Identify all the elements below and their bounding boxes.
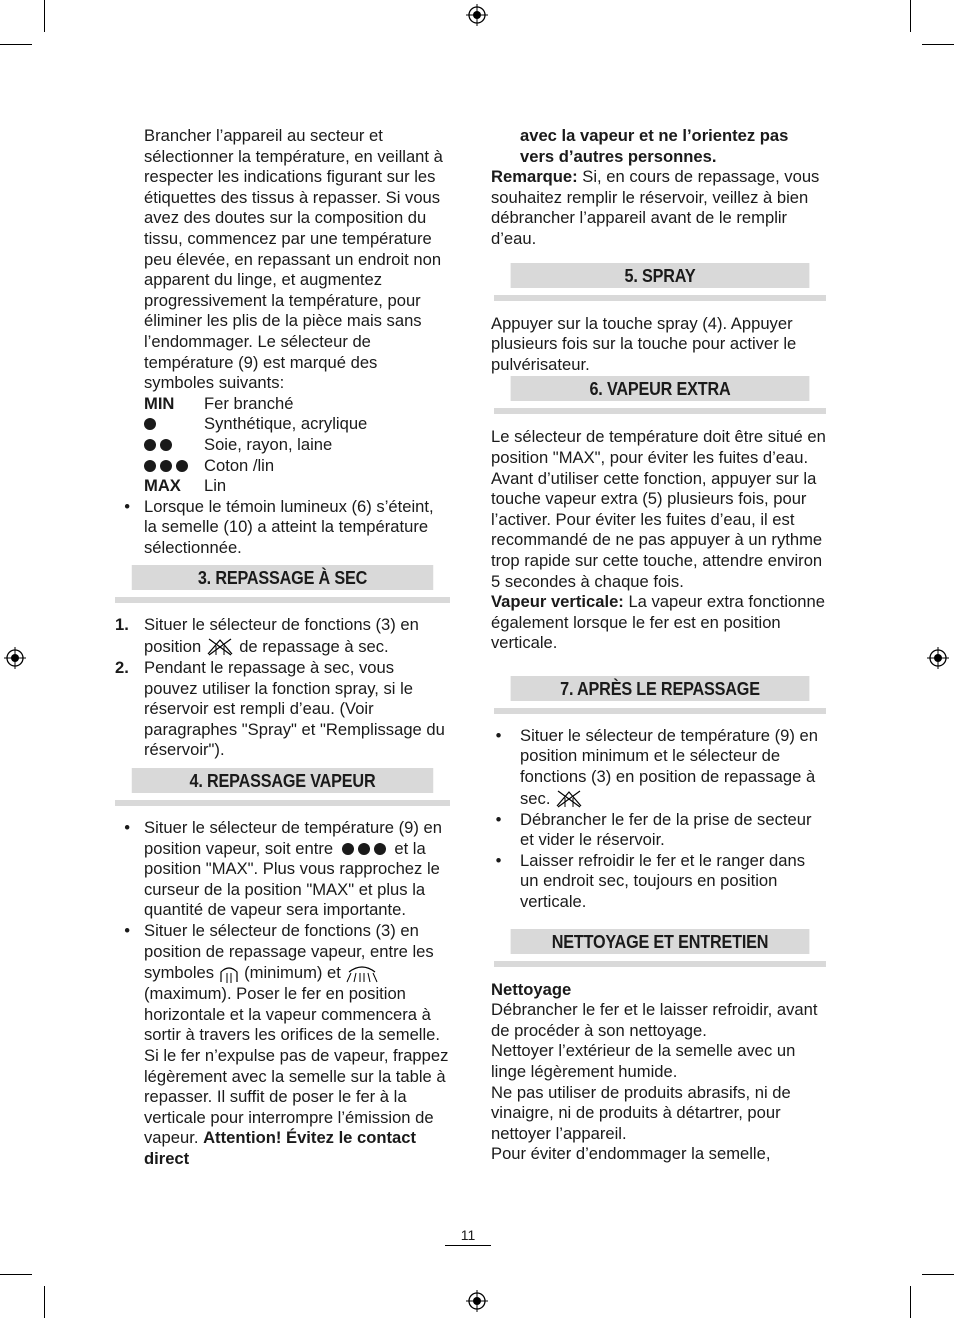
dry-iron-icon — [205, 636, 235, 658]
section-heading — [115, 768, 450, 806]
registration-mark-icon — [466, 4, 488, 26]
steam-min-icon — [218, 964, 240, 984]
cleaning-paragraph: Nettoyer l’extérieur de la semelle avec un linge légèrement humide. — [491, 1041, 796, 1081]
list-item-text: Lorsque le témoin lumineux (6) s’éteint, la semelle (10) a atteint la température sélectionnée. — [144, 496, 434, 557]
list-item-text: et la position "MAX". Plus vous rapprochez le curseur de la position "MAX" et plus la quantité de vapeur sera importante. — [144, 838, 440, 920]
symbol-label: Coton /lin — [204, 455, 275, 475]
cleaning-paragraph: Pour éviter d’endommager la semelle, — [491, 1144, 771, 1164]
symbol-mark: MIN — [144, 393, 175, 413]
symbol-label: Synthétique, acrylique — [204, 414, 368, 434]
crop-mark — [922, 44, 954, 45]
attention-text: Attention! Évitez le contact direct — [144, 1128, 417, 1168]
symbol-label: Fer branché — [204, 393, 294, 413]
crop-mark — [44, 0, 45, 32]
list-item — [115, 818, 450, 921]
list-item — [491, 810, 826, 851]
heading-rule — [494, 961, 826, 967]
symbol-row — [115, 435, 450, 456]
list-item — [115, 497, 450, 559]
registration-mark-icon — [4, 647, 26, 669]
vertical-steam-paragraph: Vapeur verticale: La vapeur extra fonctionne également lorsque le fer est en position verticale. — [491, 592, 825, 653]
symbol-row — [115, 456, 450, 477]
bullet-icon: • — [491, 725, 502, 745]
remark-label: Remarque: — [491, 167, 578, 187]
heading-rule — [494, 295, 826, 301]
registration-mark-icon — [927, 647, 949, 669]
symbol-row — [115, 394, 450, 415]
list-item — [115, 921, 450, 1170]
list-item-text: Pendant le repassage à sec, vous pouvez utiliser la fonction spray, si le réservoir est rempli d’eau. (Voir paragraphes "Spray" et "Remplissage du réservoir"). — [144, 658, 445, 760]
list-item — [115, 658, 450, 761]
left-column — [115, 126, 450, 1170]
list-item — [491, 726, 826, 810]
symbol-label: Lin — [204, 476, 227, 496]
list-item-text: de repassage à sec. — [239, 637, 389, 657]
page-number: 11 — [460, 1227, 476, 1243]
section-title: 4. REPASSAGE VAPEUR — [132, 768, 434, 793]
list-item — [491, 851, 826, 913]
symbol-mark: MAX — [144, 476, 181, 496]
list-item-text: (maximum). Poser le fer en position horizontale et la vapeur commencera à sortir à travers les orifices de la semelle. Si le fer n’expulse pas de vapeur, frappez légèrement avec la semelle sur la table à repasser. Il suffit de poser le fer à la verticale pour interrompre l’émission de vapeur. — [144, 984, 449, 1148]
bullet-icon: • — [491, 850, 502, 870]
crop-mark — [0, 44, 32, 45]
section-title: 6. VAPEUR EXTRA — [511, 376, 810, 401]
list-item-text: (minimum) et — [244, 963, 341, 983]
symbol-label: Soie, rayon, laine — [204, 434, 333, 454]
section-heading — [115, 565, 450, 603]
two-dots-icon — [144, 435, 204, 456]
heading-rule — [494, 408, 826, 414]
crop-mark — [0, 1274, 32, 1275]
bullet-icon: • — [491, 809, 502, 829]
section-heading — [494, 929, 826, 967]
bullet-icon: • — [115, 818, 131, 838]
three-dots-icon — [144, 456, 204, 477]
list-item-text: Débrancher le fer de la prise de secteur et vider le réservoir. — [520, 809, 812, 850]
section-title: 5. SPRAY — [511, 263, 810, 288]
right-column — [491, 126, 826, 1165]
heading-rule — [494, 708, 826, 714]
crop-mark — [910, 0, 911, 32]
page-number-rule — [445, 1245, 491, 1246]
crop-mark — [910, 1286, 911, 1318]
cleaning-paragraph: Ne pas utiliser de produits abrasifs, ni de vinaigre, ni de produits à détartrer, pour nettoyer l’appareil. — [491, 1082, 791, 1143]
symbol-row — [115, 476, 450, 497]
item-number: 2. — [115, 658, 129, 678]
section-heading — [494, 376, 826, 414]
item-number: 1. — [115, 615, 129, 635]
heading-rule — [115, 597, 450, 603]
registration-mark-icon — [466, 1290, 488, 1312]
intro-paragraph: Brancher l’appareil au secteur et sélectionner la température, en veillant à respecter les indications figurant sur les étiquettes des tissus à repasser. Si vous avez des doutes sur la composition du tissu, commencez par une température peu élevée, en repassant un endroit non apparent du linge, et augmentez progressivement la température, pour éliminer les plis de la pièce mais sans l’endommager. Le sélecteur de température (9) est marqué des symboles suivants: — [144, 126, 443, 393]
attention-continued: avec la vapeur et ne l’orientez pas vers d’autres personnes. — [520, 126, 789, 166]
section-title: 7. APRÈS LE REPASSAGE — [511, 676, 810, 701]
bullet-icon: • — [115, 921, 131, 940]
list-item-text: Situer le sélecteur de température (9) en position minimum et le sélecteur de fonctions (3) en position de repassage à sec. — [520, 725, 818, 808]
list-item-text: Laisser refroidir le fer et le ranger dans un endroit sec, toujours en position verticale. — [520, 850, 805, 912]
bullet-icon: • — [115, 496, 131, 516]
list-item-text: Situer le sélecteur de température (9) en position vapeur, soit entre — [144, 818, 442, 858]
list-item-text: Situer le sélecteur de fonctions (3) en position de repassage vapeur, entre les symboles — [144, 921, 434, 983]
subheading: Nettoyage — [491, 979, 572, 999]
spray-paragraph: Appuyer sur la touche spray (4). Appuyer plusieurs fois sur la touche pour activer le pulvérisateur. — [491, 313, 797, 374]
section-title: 3. REPASSAGE À SEC — [132, 565, 434, 590]
symbol-row — [115, 414, 450, 435]
heading-rule — [115, 800, 450, 806]
remark-paragraph — [491, 167, 826, 249]
crop-mark — [922, 1274, 954, 1275]
one-dot-icon — [144, 414, 204, 435]
section-heading — [494, 676, 826, 714]
cleaning-paragraph: Débrancher le fer et le laisser refroidir, avant de procéder à son nettoyage. — [491, 1000, 818, 1040]
vapeur-extra-paragraph: Le sélecteur de température doit être situé en position "MAX", pour éviter les fuites d’eau. Avant d’utiliser cette fonction, appuyer sur la touche vapeur extra (5) plusieurs fois, pour l’activer. Pour éviter les fuites d’eau, il est recommandé de ne pas appuyer à un rythme trop rapide sur cette touche, attendre environ 5 secondes à chaque fois. — [491, 427, 826, 591]
steam-max-icon — [345, 962, 379, 984]
list-item-text: Situer le sélecteur de fonctions (3) en position — [144, 615, 419, 657]
remark-text: Si, en cours de repassage, vous souhaitez remplir le réservoir, veillez à bien débrancher l’appareil avant de le remplir d’eau. — [491, 167, 820, 248]
section-title: NETTOYAGE ET ENTRETIEN — [511, 929, 810, 954]
three-dots-icon — [342, 839, 390, 858]
list-item — [115, 615, 450, 658]
section-heading — [494, 263, 826, 301]
vertical-steam-label: Vapeur verticale: — [491, 592, 624, 612]
crop-mark — [44, 1286, 45, 1318]
dry-iron-icon — [554, 788, 584, 810]
